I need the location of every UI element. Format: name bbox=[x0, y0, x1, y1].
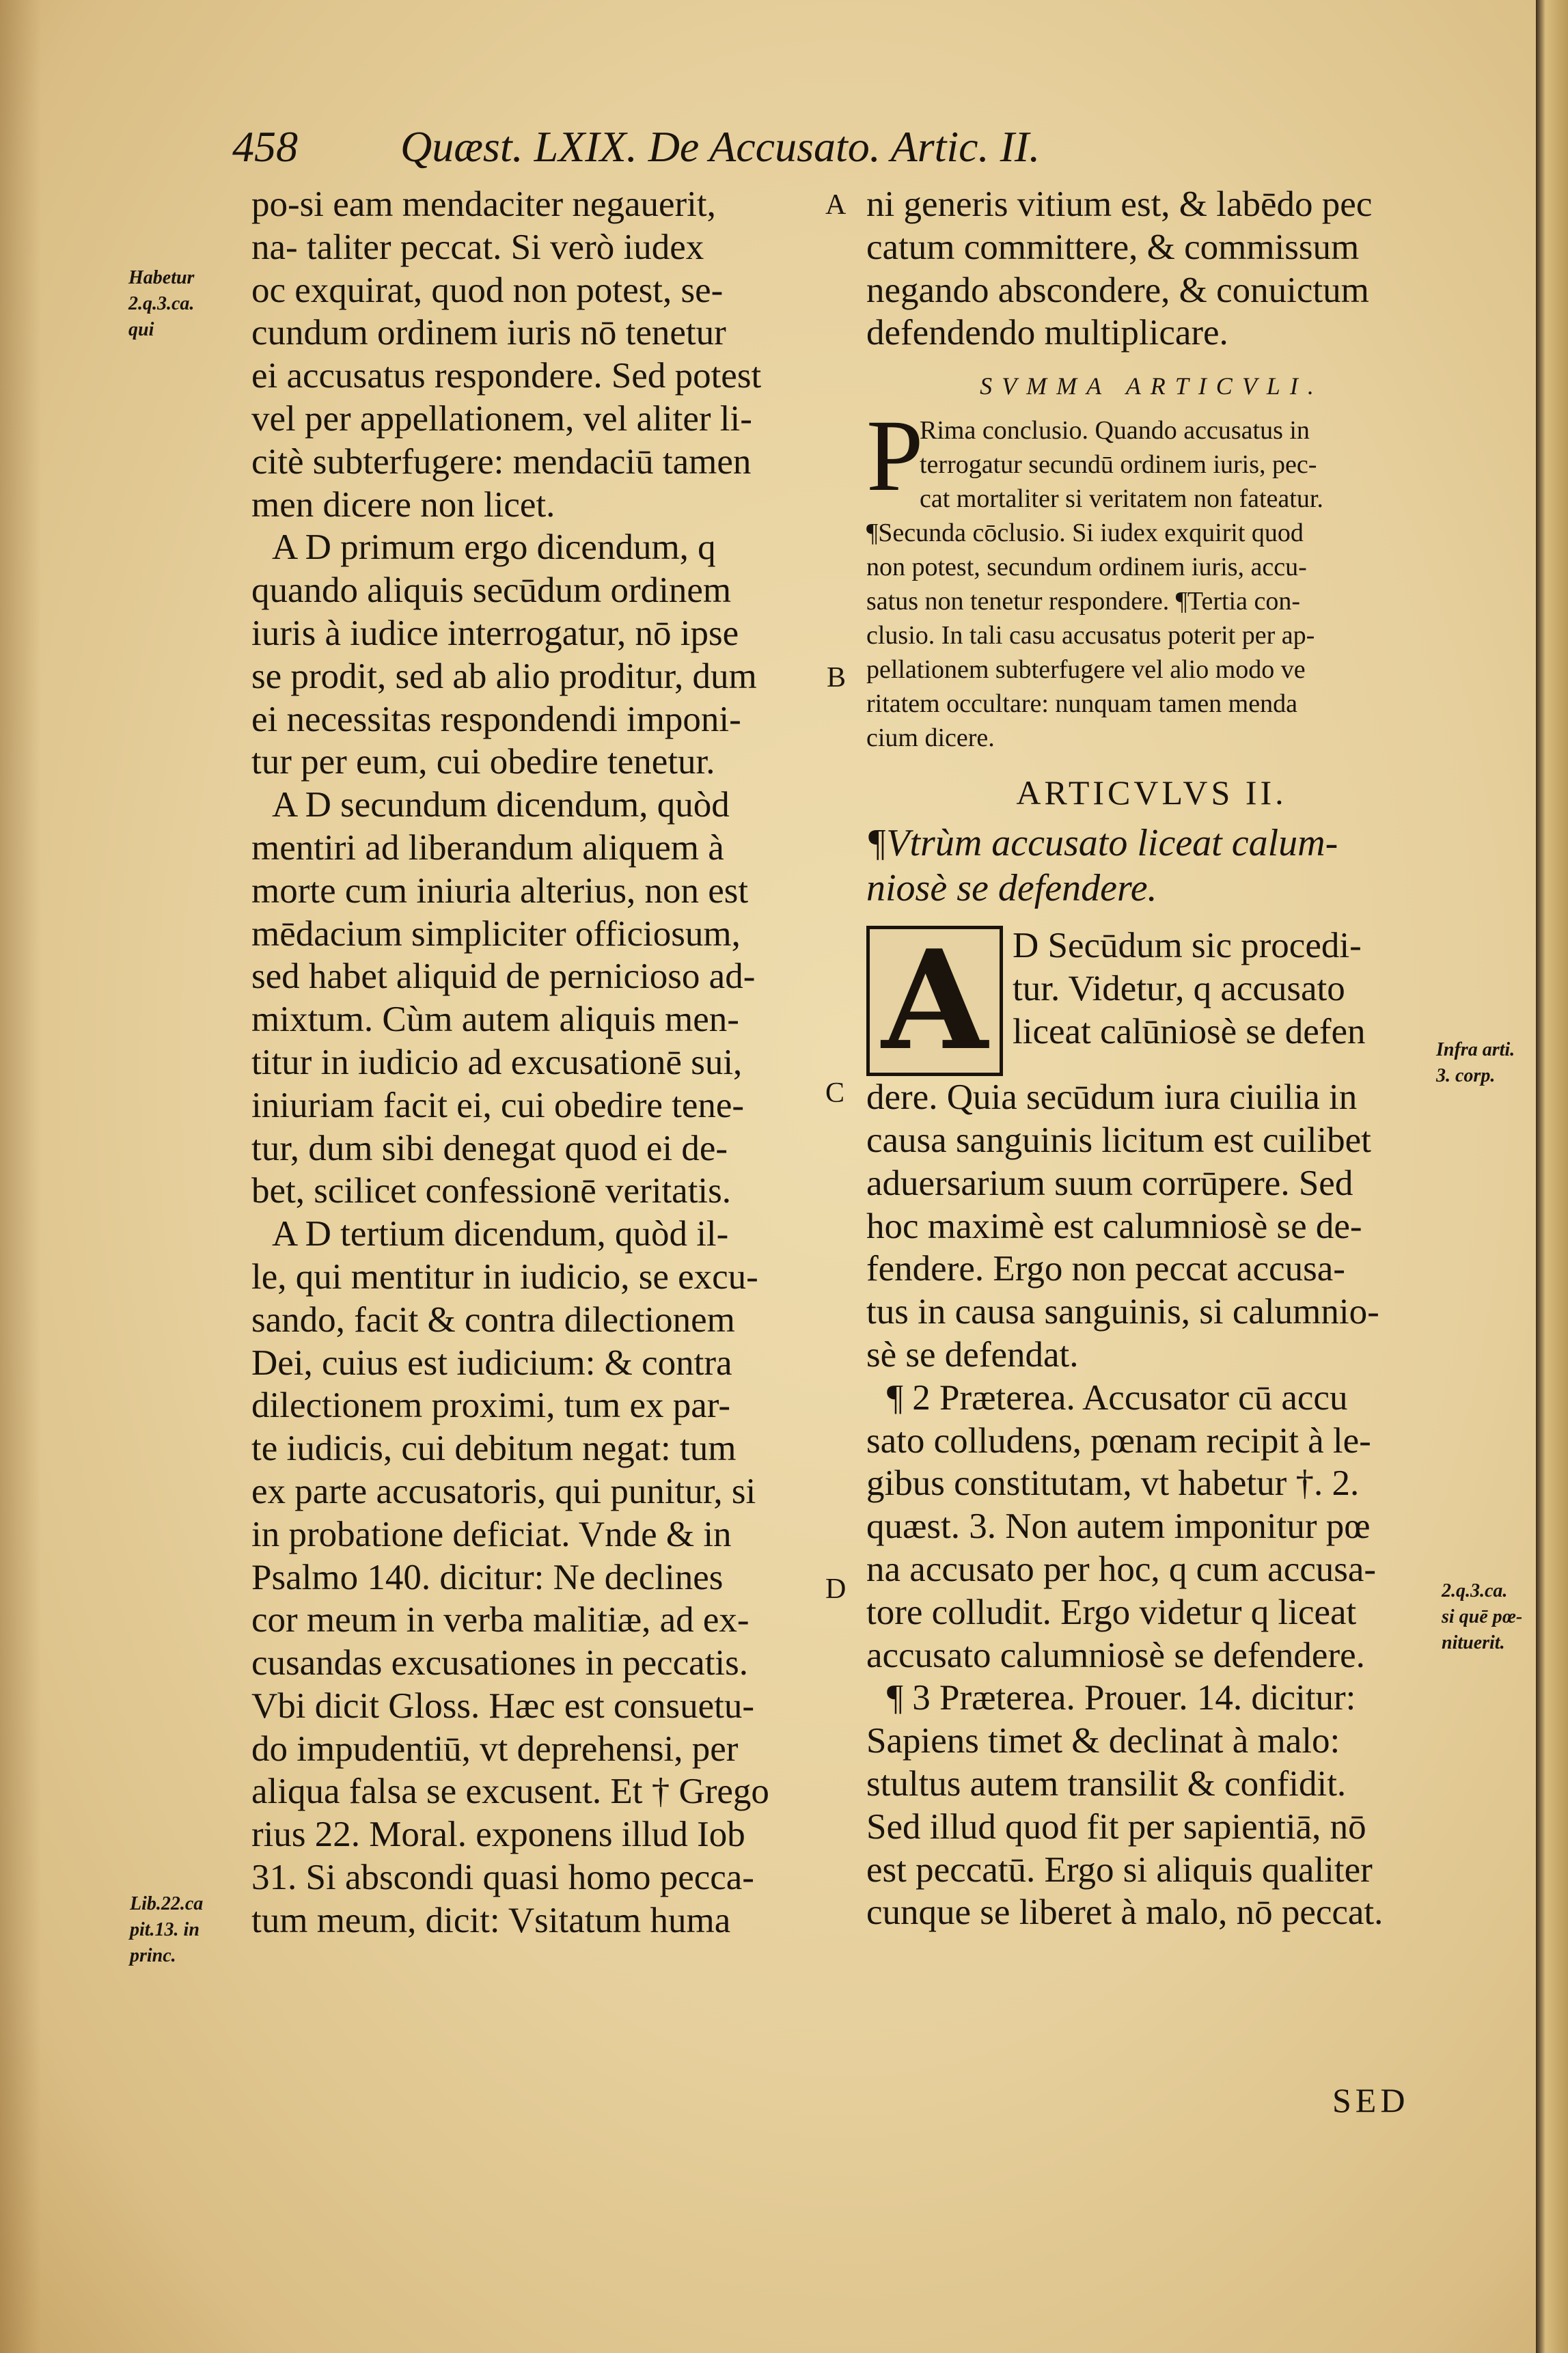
margin-note-line: princ. bbox=[130, 1945, 176, 1966]
summa-line: Rima conclusio. Quando accusatus in bbox=[920, 416, 1310, 445]
text-line: fendere. Ergo non peccat accusa- bbox=[866, 1249, 1345, 1289]
margin-note-infra bbox=[1436, 1037, 1515, 1089]
text-line: 31. Si abscondi quasi homo pecca- bbox=[251, 1858, 754, 1898]
text-line: D Secūdum sic procedi- bbox=[1013, 926, 1362, 966]
margin-note-line: qui bbox=[128, 319, 154, 340]
margin-note-line: si quē pœ- bbox=[1442, 1606, 1523, 1627]
margin-note-line: pit.13. in bbox=[130, 1919, 200, 1940]
text-line: sed habet aliquid de pernicioso ad- bbox=[251, 957, 756, 997]
text-line: in probatione deficiat. Vnde & in bbox=[251, 1514, 732, 1554]
text-line: do impudentiū, vt deprehensi, per bbox=[251, 1729, 739, 1769]
text-line: rius 22. Moral. exponens illud Iob bbox=[251, 1815, 745, 1855]
summa-articuli bbox=[866, 399, 1437, 755]
text-line: sè se defendat. bbox=[866, 1334, 1079, 1375]
margin-note-line: nituerit. bbox=[1442, 1632, 1505, 1653]
text-line: A D primum ergo dicendum, q bbox=[272, 527, 716, 568]
text-line: po-si eam mendaciter negauerit, bbox=[251, 184, 716, 224]
summa-line: cium dicere. bbox=[866, 724, 995, 753]
text-line: bet, scilicet confessionē veritatis. bbox=[251, 1171, 732, 1211]
text-line: vel per appellationem, vel aliter li- bbox=[251, 398, 752, 439]
text-line: iuris à iudice interrogatur, nō ipse bbox=[251, 613, 739, 653]
summa-line: ritatem occultare: nunquam tamen menda bbox=[866, 689, 1297, 719]
margin-note-line: Infra arti. bbox=[1436, 1039, 1515, 1060]
text-line: Sed illud quod fit per sapientiā, nō bbox=[866, 1806, 1366, 1847]
text-line: sando, facit & contra dilectionem bbox=[251, 1299, 735, 1340]
text-line: citè subterfugere: mendaciū tamen bbox=[251, 441, 752, 482]
dropcap-letter: A bbox=[881, 920, 988, 1082]
text-line: tum meum, dicit: Vsitatum huma bbox=[251, 1900, 731, 1940]
summa-dropcap: P bbox=[866, 399, 924, 513]
summa-lines bbox=[866, 399, 1437, 755]
text-line: tur. Videtur, q accusato bbox=[1013, 968, 1345, 1008]
text-line: negando abscondere, & conuictum bbox=[866, 270, 1369, 310]
text-line: ei necessitas respondendi imponi- bbox=[251, 699, 741, 739]
catchword: SED bbox=[1332, 2081, 1409, 2119]
text-line: catum committere, & commissum bbox=[866, 227, 1360, 267]
summa-line: non potest, secundum ordinem iuris, accu- bbox=[866, 553, 1307, 582]
summa-line: clusio. In tali casu accusatus poterit per ap- bbox=[866, 621, 1315, 650]
section-mark-a: A bbox=[825, 189, 847, 221]
text-line: mentiri ad liberandum aliquem à bbox=[251, 827, 724, 868]
right-column bbox=[866, 183, 1437, 1934]
margin-note-line: 2.q.3.ca. bbox=[1442, 1580, 1508, 1601]
margin-note-line: 3. corp. bbox=[1436, 1065, 1496, 1086]
text-line: quæst. 3. Non autem imponitur pœ bbox=[866, 1506, 1371, 1547]
text-line: defendendo multiplicare. bbox=[866, 313, 1228, 353]
text-line: dere. Quia secūdum iura ciuilia in bbox=[866, 1077, 1358, 1118]
section-mark-d: D bbox=[825, 1573, 847, 1605]
margin-note-line: Lib.22.ca bbox=[130, 1893, 204, 1914]
text-line: tus in causa sanguinis, si calumnio- bbox=[866, 1292, 1379, 1332]
margin-note-moral bbox=[130, 1891, 203, 1969]
text-line: gibus constitutam, vt habetur †. 2. bbox=[866, 1463, 1360, 1504]
text-line: morte cum iniuria alterius, non est bbox=[251, 870, 749, 911]
text-line: sato colludens, pœnam recipit à le- bbox=[866, 1420, 1371, 1461]
margin-note-line: Habetur bbox=[128, 267, 195, 288]
text-line: mēdacium simpliciter officiosum, bbox=[251, 913, 741, 954]
summa-line: satus non tenetur respondere. ¶Tertia con- bbox=[866, 587, 1300, 616]
text-line: mixtum. Cùm autem aliquis men- bbox=[251, 1000, 739, 1040]
article-title: ARTICVLVS II. bbox=[1016, 773, 1287, 812]
text-line: ex parte accusatoris, qui punitur, si bbox=[251, 1471, 756, 1511]
text-line: ¶ 3 Præterea. Prouer. 14. dicitur: bbox=[887, 1678, 1356, 1718]
text-line: Psalmo 140. dicitur: Ne declines bbox=[251, 1557, 724, 1597]
question-title-line: ¶Vtrùm accusato liceat calum- bbox=[866, 822, 1338, 865]
text-line: hoc maximè est calumniosè se de- bbox=[866, 1206, 1362, 1246]
text-line: ni generis vitium est, & labēdo pec bbox=[866, 184, 1373, 224]
text-line: accusato calumniosè se defendere. bbox=[866, 1635, 1365, 1675]
text-line: ei accusatus respondere. Sed potest bbox=[251, 356, 762, 396]
text-line: na- taliter peccat. Si verò iudex bbox=[251, 227, 704, 267]
question-title bbox=[866, 821, 1437, 911]
text-line: aliqua falsa se excusent. Et † Grego bbox=[251, 1772, 769, 1812]
running-header bbox=[232, 116, 1230, 178]
text-line: men dicere non licet. bbox=[251, 484, 555, 525]
text-line: se prodit, sed ab alio proditur, dum bbox=[251, 656, 757, 696]
right-column-top-text bbox=[866, 183, 1437, 355]
text-line: titur in iudicio ad excusationē sui, bbox=[251, 1042, 743, 1082]
text-line: Sapiens timet & declinat à malo: bbox=[866, 1721, 1340, 1761]
margin-note-line: 2.q.3.ca. bbox=[128, 293, 195, 314]
text-line: te iudicis, cui debitum negat: tum bbox=[251, 1429, 737, 1469]
question-title-line: niosè se defendere. bbox=[866, 867, 1157, 910]
summa-title: SVMMA ARTICVLI. bbox=[980, 372, 1323, 400]
page-edge-shadow bbox=[1536, 0, 1568, 2353]
text-line: cor meum in verba malitiæ, ad ex- bbox=[251, 1600, 749, 1640]
text-line: cusandas excusationes in peccatis. bbox=[251, 1643, 749, 1683]
article-opening bbox=[866, 920, 1437, 1082]
text-line: liceat calūniosè se defen bbox=[1013, 1011, 1366, 1051]
running-title: Quæst. LXIX. De Accusato. Artic. II. bbox=[400, 122, 1041, 171]
text-line: na accusato per hoc, q cum accusa- bbox=[866, 1549, 1377, 1589]
summa-line: pellationem subterfugere vel alio modo ve bbox=[866, 655, 1306, 685]
page-number: 458 bbox=[232, 122, 298, 171]
text-line: Dei, cuius est iudicium: & contra bbox=[251, 1343, 732, 1383]
margin-note-quaest bbox=[1442, 1578, 1522, 1656]
summa-line: ¶Secunda cōclusio. Si iudex exquirit quod bbox=[866, 519, 1304, 548]
summa-line: cat mortaliter si veritatem non fateatur. bbox=[920, 484, 1323, 514]
text-line: stultus autem transilit & confidit. bbox=[866, 1763, 1347, 1804]
text-line: causa sanguinis licitum est cuilibet bbox=[866, 1120, 1371, 1160]
ornamental-dropcap bbox=[866, 920, 1003, 1082]
text-line: le, qui mentitur in iudicio, se excu- bbox=[251, 1256, 758, 1297]
text-line: dilectionem proximi, tum ex par- bbox=[251, 1386, 731, 1426]
text-line: tur, dum sibi denegat quod ei de- bbox=[251, 1128, 728, 1168]
section-mark-c: C bbox=[825, 1077, 845, 1109]
text-line: A D tertium dicendum, quòd il- bbox=[272, 1214, 729, 1254]
text-line: quando aliquis secūdum ordinem bbox=[251, 570, 732, 611]
section-mark-b: B bbox=[827, 662, 847, 693]
text-line: tore colludit. Ergo videtur q liceat bbox=[866, 1592, 1357, 1632]
text-line: cunque se liberet à malo, nō peccat. bbox=[866, 1893, 1384, 1933]
left-column bbox=[251, 183, 813, 1942]
text-line: oc exquirat, quod non potest, se- bbox=[251, 270, 724, 310]
text-line: est peccatū. Ergo si aliquis qualiter bbox=[866, 1849, 1373, 1890]
margin-note-habetur bbox=[128, 265, 194, 343]
text-line: iniuriam facit ei, cui obedire tene- bbox=[251, 1085, 745, 1125]
text-line: Vbi dicit Gloss. Hæc est consuetu- bbox=[251, 1685, 755, 1726]
summa-line: terrogatur secundū ordinem iuris, pec- bbox=[920, 450, 1317, 480]
text-line: tur per eum, cui obedire tenetur. bbox=[251, 742, 715, 782]
article-body bbox=[866, 1076, 1437, 1934]
text-line: ¶ 2 Præterea. Accusator cū accu bbox=[887, 1377, 1348, 1418]
text-line: aduersarium suum corrūpere. Sed bbox=[866, 1163, 1353, 1203]
text-line: cundum ordinem iuris nō tenetur bbox=[251, 313, 726, 353]
text-line: A D secundum dicendum, quòd bbox=[272, 785, 730, 825]
